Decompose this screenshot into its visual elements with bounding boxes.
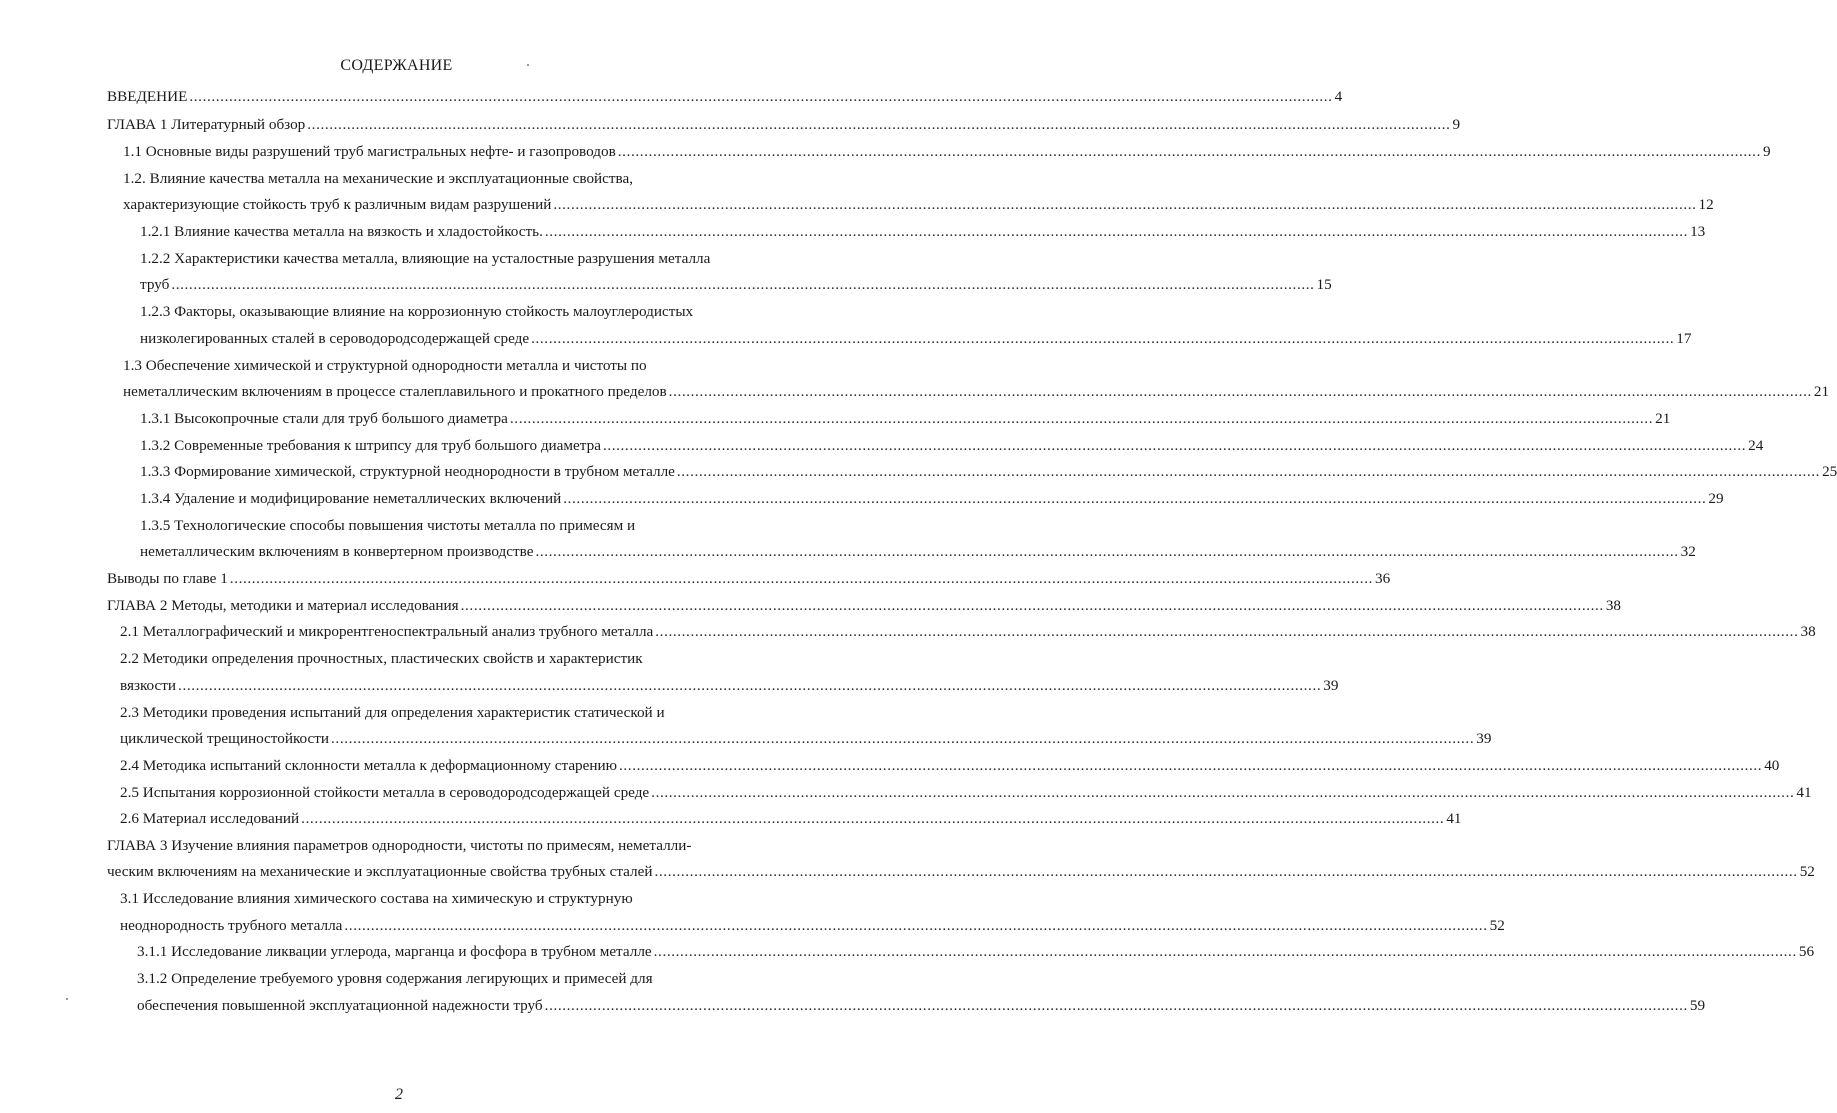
toc-entry-title: циклической трещиностойкости [120,730,330,747]
dot-leader: .................................................................................................................................................................................................................................................................... [676,463,1821,480]
toc-entry-title: Выводы по главе 1 [107,570,228,587]
toc-entry-page-number: 59 [1689,997,1706,1014]
toc-entry-page-number: 32 [1680,543,1696,560]
dot-leader: .................................................................................................................................................................................................................................................................... [460,597,1604,614]
toc-entry-page-number: 15 [1316,276,1332,293]
toc-entry[interactable] [123,143,1771,161]
toc-entry[interactable] [137,943,1815,961]
toc-entry-page-number: 52 [1799,863,1815,880]
toc-entry-page-number: 12 [1698,196,1714,213]
dot-leader: .................................................................................................................................................................................................................................................................... [178,677,1322,694]
toc-entry[interactable] [123,196,1714,214]
toc-entry[interactable] [120,810,1462,828]
toc-entry-page-number: 52 [1489,917,1505,934]
dot-leader: .................................................................................................................................................................................................................................................................... [229,570,1373,587]
dot-leader: .................................................................................................................................................................................................................................................................... [619,757,1763,774]
toc-entry[interactable] [140,543,1696,561]
toc-entry-title: неметаллическим включениям в процессе сталеплавильного и прокатного пределов [123,383,667,400]
toc-entry-title: характеризующие стойкость труб к различным видам разрушений [123,196,552,213]
toc-entry[interactable] [140,276,1332,294]
toc-entry[interactable] [120,757,1780,775]
toc-entry[interactable] [107,116,1461,134]
toc-entry-page-number: 56 [1798,943,1815,960]
dot-leader: .................................................................................................................................................................................................................................................................... [602,437,1747,454]
toc-entry-heading-line: ГЛАВА 3 Изучение влияния параметров однородности, чистоты по примесям, неметалли- [107,837,692,854]
toc-entry-page-number: 38 [1605,597,1622,614]
toc-entry-page-number: 21 [1813,383,1830,400]
toc-entry[interactable] [120,677,1339,695]
toc-entry-title: 1.3.1 Высокопрочные стали для труб большого диаметра [140,410,508,427]
dot-leader: .................................................................................................................................................................................................................................................................... [654,863,1798,880]
scan-speck [527,64,529,66]
dot-leader: .................................................................................................................................................................................................................................................................... [331,730,1475,747]
toc-entry-heading-line: 2.3 Методики проведения испытаний для определения характеристик статической и [120,704,665,721]
toc-entry[interactable] [140,463,1837,481]
toc-entry[interactable] [140,410,1671,428]
toc-entry[interactable] [140,490,1724,508]
scan-speck [66,998,68,1000]
toc-entry-title: ГЛАВА 1 Литературный обзор [107,116,306,133]
toc-entry-page-number: 39 [1476,730,1492,747]
toc-entry-title: 1.3.4 Удаление и модифицирование неметаллических включений [140,490,562,507]
toc-entry-title: 2.4 Методика испытаний склонности металла к деформационному старению [120,757,617,774]
toc-entry-heading-line: 2.2 Методики определения прочностных, пластических свойств и характеристик [120,650,643,667]
toc-entry-title: 1.3.3 Формирование химической, структурной неоднородности в трубном металле [140,463,675,480]
page-number: 2 [395,1086,403,1103]
toc-entry-title: 2.5 Испытания коррозионной стойкости металла в сероводородсодержащей среде [120,784,650,801]
toc-entry[interactable] [120,623,1816,641]
dot-leader: .................................................................................................................................................................................................................................................................... [653,943,1797,960]
dot-leader: .................................................................................................................................................................................................................................................................... [668,383,1812,400]
dot-leader: .................................................................................................................................................................................................................................................................... [344,917,1488,934]
toc-entry-heading-line: 1.2. Влияние качества металла на механические и эксплуатационные свойства, [123,170,634,187]
toc-entry-heading-line: 1.2.2 Характеристики качества металла, влияющие на усталостные разрушения металла [140,250,711,267]
toc-entry[interactable] [140,330,1692,348]
toc-entry-title: обеспечения повышенной эксплуатационной надежности труб [137,997,543,1014]
toc-entry[interactable] [120,917,1505,935]
toc-entry[interactable] [107,863,1815,881]
toc-entry-title: 1.2.1 Влияние качества металла на вязкость и хладостойкость. [140,223,543,240]
toc-entry-page-number: 41 [1446,810,1462,827]
dot-leader: .................................................................................................................................................................................................................................................................... [655,623,1799,640]
toc-entry-heading-line: 3.1 Исследование влияния химического состава на химическую и структурную [120,890,633,907]
toc-entry-title: неоднородность трубного металла [120,917,343,934]
toc-entry-heading-line: 1.2.3 Факторы, оказывающие влияние на коррозионную стойкость малоуглеродистых [140,303,694,320]
toc-entry-page-number: 21 [1655,410,1671,427]
toc-entry-title: вязкости [120,677,177,694]
toc-entry-title: труб [140,276,170,293]
toc-entry-title: 3.1.1 Исследование ликвации углерода, марганца и фосфора в трубном металле [137,943,652,960]
dot-leader: .................................................................................................................................................................................................................................................................... [509,410,1654,427]
toc-entry-page-number: 9 [1452,116,1461,133]
dot-leader: .................................................................................................................................................................................................................................................................... [307,116,1451,133]
toc-entry-heading-line: 1.3 Обеспечение химической и структурной однородности металла и чистоты по [123,357,647,374]
toc-entry[interactable] [107,597,1622,615]
toc-entry-title: 1.3.2 Современные требования к штрипсу для труб большого диаметра [140,437,601,454]
page-title: СОДЕРЖАНИЕ [340,57,453,74]
toc-entry-title: 2.6 Материал исследований [120,810,300,827]
toc-entry-page-number: 24 [1748,437,1764,454]
toc-entry[interactable] [120,784,1812,802]
toc-entry-page-number: 36 [1374,570,1391,587]
toc-entry-heading-line: 3.1.2 Определение требуемого уровня содержания легирующих и примесей для [137,970,653,987]
toc-entry-title: ВВЕДЕНИЕ [107,88,188,105]
dot-leader: .................................................................................................................................................................................................................................................................... [651,784,1795,801]
dot-leader: .................................................................................................................................................................................................................................................................... [563,490,1707,507]
dot-leader: .................................................................................................................................................................................................................................................................... [531,330,1675,347]
dot-leader: .................................................................................................................................................................................................................................................................... [535,543,1679,560]
toc-entry-title: ческим включениям на механические и эксплуатационные свойства трубных сталей [107,863,653,880]
toc-entry-page-number: 25 [1822,463,1837,480]
toc-entry-page-number: 39 [1323,677,1339,694]
toc-entry-title: ГЛАВА 2 Методы, методики и материал исследования [107,597,459,614]
toc-entry[interactable] [123,383,1830,401]
toc-entry-page-number: 4 [1334,88,1343,105]
toc-entry[interactable] [140,437,1764,455]
toc-entry-page-number: 13 [1690,223,1706,240]
dot-leader: .................................................................................................................................................................................................................................................................... [553,196,1697,213]
toc-entry-page-number: 29 [1708,490,1724,507]
toc-entry-page-number: 9 [1762,143,1771,160]
toc-entry-page-number: 38 [1800,623,1816,640]
toc-entry-page-number: 17 [1676,330,1692,347]
dot-leader: .................................................................................................................................................................................................................................................................... [617,143,1761,160]
dot-leader: .................................................................................................................................................................................................................................................................... [301,810,1445,827]
toc-entry-title: 1.1 Основные виды разрушений труб магистральных нефте- и газопроводов [123,143,616,160]
dot-leader: .................................................................................................................................................................................................................................................................... [189,88,1333,105]
toc-entry-title: 2.1 Металлографический и микрорентгеноспектральный анализ трубного металла [120,623,654,640]
dot-leader: .................................................................................................................................................................................................................................................................... [171,276,1315,293]
toc-entry-heading-line: 1.3.5 Технологические способы повышения чистоты металла по примесям и [140,517,636,534]
toc-entry-page-number: 41 [1796,784,1812,801]
toc-entry[interactable] [107,570,1391,588]
dot-leader: .................................................................................................................................................................................................................................................................... [544,997,1688,1014]
toc-entry[interactable] [137,997,1706,1015]
toc-entry-title: низколегированных сталей в сероводородсодержащей среде [140,330,530,347]
toc-entry-page-number: 40 [1764,757,1780,774]
toc-entry[interactable] [140,223,1706,241]
toc-entry[interactable] [107,88,1343,106]
toc-entry[interactable] [120,730,1492,748]
toc-entry-title: неметаллическим включениям в конвертерном производстве [140,543,534,560]
dot-leader: .................................................................................................................................................................................................................................................................... [544,223,1689,240]
